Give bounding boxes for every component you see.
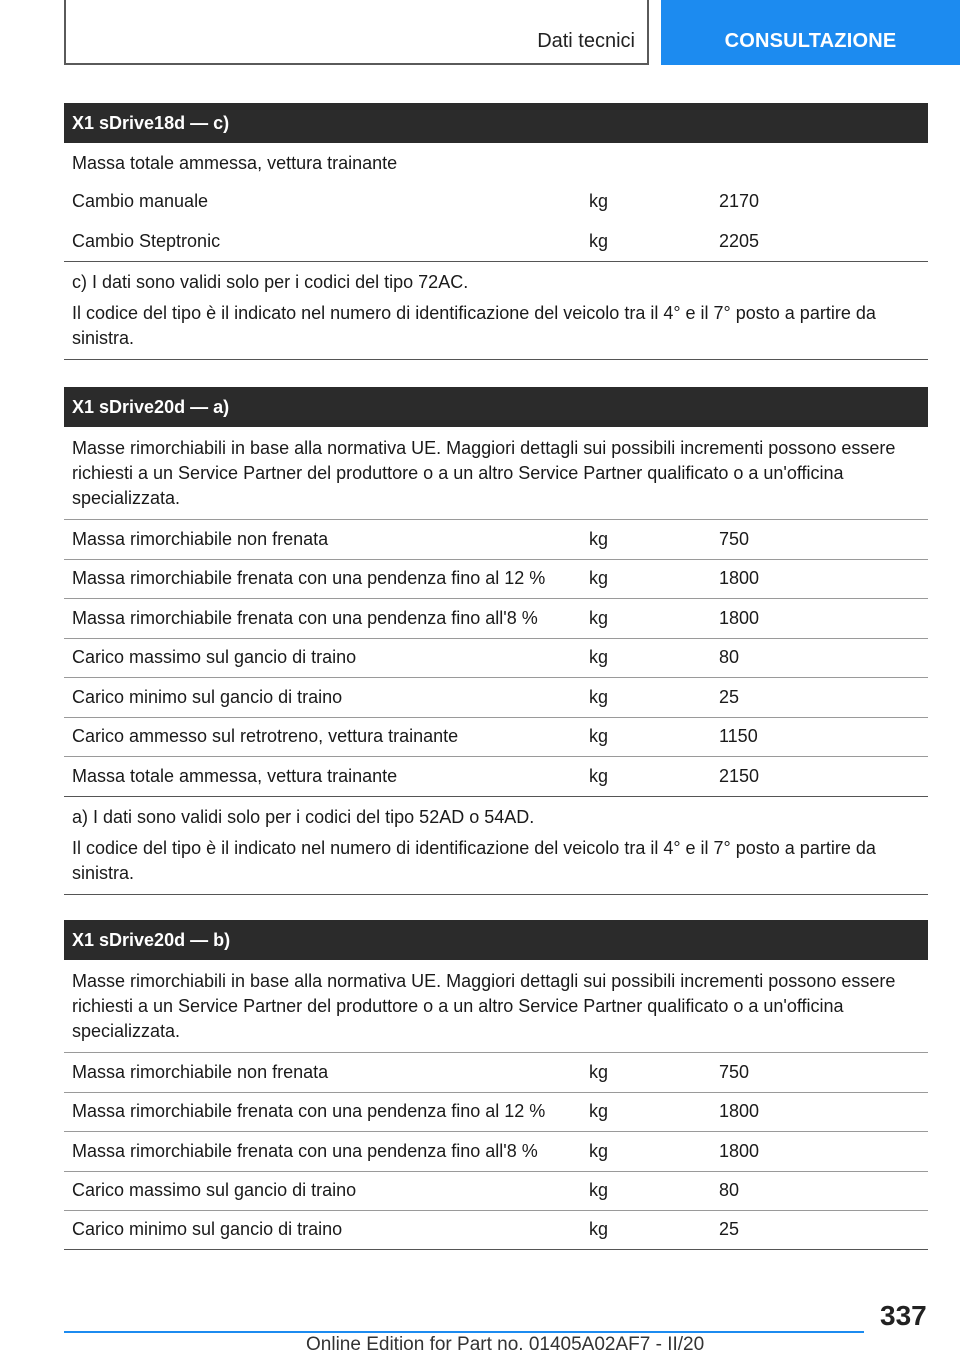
row-value: 750: [719, 528, 750, 549]
row-label: Massa rimorchiabile frenata con una pendenza fino al 12 %: [72, 1101, 546, 1122]
row-value: 1800: [719, 1101, 760, 1122]
row-value: 1800: [719, 1140, 760, 1161]
table-row: [64, 559, 928, 599]
row-unit: kg: [589, 1180, 609, 1201]
row-value: 2150: [719, 765, 760, 786]
row-unit: kg: [589, 607, 609, 628]
table-row: [64, 222, 928, 262]
row-unit: kg: [589, 726, 609, 747]
table-row: [64, 182, 928, 222]
row-unit: kg: [589, 568, 609, 589]
row-label: Carico minimo sul gancio di traino: [72, 1219, 343, 1240]
table-row: [64, 756, 928, 796]
chapter-label: CONSULTAZIONE: [724, 30, 897, 52]
section-x1-sdrive18d-c: [64, 103, 928, 360]
section-x1-sdrive20d-a: [64, 387, 928, 895]
row-value: 25: [719, 686, 740, 707]
section-title: X1 sDrive18d — c): [64, 103, 928, 143]
footnote: Il codice del tipo è il indicato nel numero di identificazione del veicolo tra il 4° e il 7° posto a partire da sinistra.: [72, 837, 876, 883]
footnote: c) I dati sono validi solo per i codici del tipo 72AC.: [72, 272, 469, 292]
row-label: Cambio manuale: [72, 191, 209, 212]
page-number: 337: [880, 1300, 927, 1331]
footnote: a) I dati sono validi solo per i codici del tipo 52AD o 54AD.: [72, 806, 535, 827]
table-row: [64, 519, 928, 559]
row-unit: kg: [589, 1101, 609, 1122]
row-label: Massa rimorchiabile frenata con una pendenza fino al 12 %: [72, 568, 546, 589]
row-unit: kg: [589, 1219, 609, 1240]
row-value: 1150: [719, 726, 758, 747]
row-label: Cambio Steptronic: [72, 230, 221, 251]
table-row: [64, 1092, 928, 1132]
table-row: [64, 598, 928, 638]
row-label: Carico minimo sul gancio di traino: [72, 686, 343, 707]
header-section-tab: [64, 0, 649, 65]
row-value: 1800: [719, 568, 760, 589]
footer-divider: [64, 1331, 864, 1333]
row-value: 750: [719, 1061, 750, 1082]
row-unit: kg: [589, 686, 609, 707]
section-label: Dati tecnici: [537, 30, 635, 52]
footnotes: [64, 261, 928, 360]
row-value: 80: [719, 647, 740, 668]
footnote: Il codice del tipo è il indicato nel numero di identificazione del veicolo tra il 4° e il 7° posto a partire da sinistra.: [72, 303, 876, 348]
section-title: X1 sDrive20d — b): [64, 920, 928, 960]
row-label: Carico ammesso sul retrotreno, vettura trainante: [72, 726, 459, 747]
table-row: [64, 677, 928, 717]
row-label: Massa rimorchiabile non frenata: [72, 528, 329, 549]
table-row: [64, 1171, 928, 1211]
row-unit: kg: [589, 528, 609, 549]
row-label: Massa rimorchiabile non frenata: [72, 1061, 329, 1082]
section-title: X1 sDrive20d — a): [64, 387, 928, 427]
table-row: [64, 1131, 928, 1171]
header-chapter-tab[interactable]: [661, 0, 960, 65]
row-unit: kg: [589, 1061, 609, 1082]
row-unit: kg: [589, 230, 609, 251]
row-unit: kg: [589, 191, 609, 212]
row-label: Carico massimo sul gancio di traino: [72, 647, 357, 668]
table-row: [64, 638, 928, 678]
table-row: [64, 1052, 928, 1092]
row-label: Massa totale ammessa, vettura trainante: [72, 765, 398, 786]
section-intro: Masse rimorchiabili in base alla normativa UE. Maggiori dettagli sui possibili incrementi possono essere richiesti a un Service Partner del produttore o a un altro Service Partner qualificato o a un'officina specializzata.: [72, 438, 896, 508]
row-value: 80: [719, 1180, 740, 1201]
row-value: 25: [719, 1219, 740, 1240]
row-label: Massa rimorchiabile frenata con una pendenza fino all'8 %: [72, 607, 538, 628]
table-row: [64, 717, 928, 757]
footnotes: [64, 796, 928, 895]
table-row: [64, 1210, 928, 1250]
row-unit: kg: [589, 1140, 609, 1161]
row-value: 1800: [719, 607, 760, 628]
row-value: 2170: [719, 191, 760, 212]
row-value: 2205: [719, 230, 760, 251]
row-label: Massa rimorchiabile frenata con una pendenza fino all'8 %: [72, 1140, 538, 1161]
section-subhead: Massa totale ammessa, vettura trainante: [72, 153, 398, 173]
edition-text: Online Edition for Part no. 01405A02AF7 - II/20: [306, 1334, 705, 1355]
row-unit: kg: [589, 647, 609, 668]
row-unit: kg: [589, 765, 609, 786]
row-label: Carico massimo sul gancio di traino: [72, 1180, 357, 1201]
section-intro: Masse rimorchiabili in base alla normativa UE. Maggiori dettagli sui possibili incrementi possono essere richiesti a un Service Partner del produttore o a un altro Service Partner qualificato o a un'officina specializzata.: [72, 971, 896, 1041]
section-x1-sdrive20d-b: [64, 920, 928, 1250]
